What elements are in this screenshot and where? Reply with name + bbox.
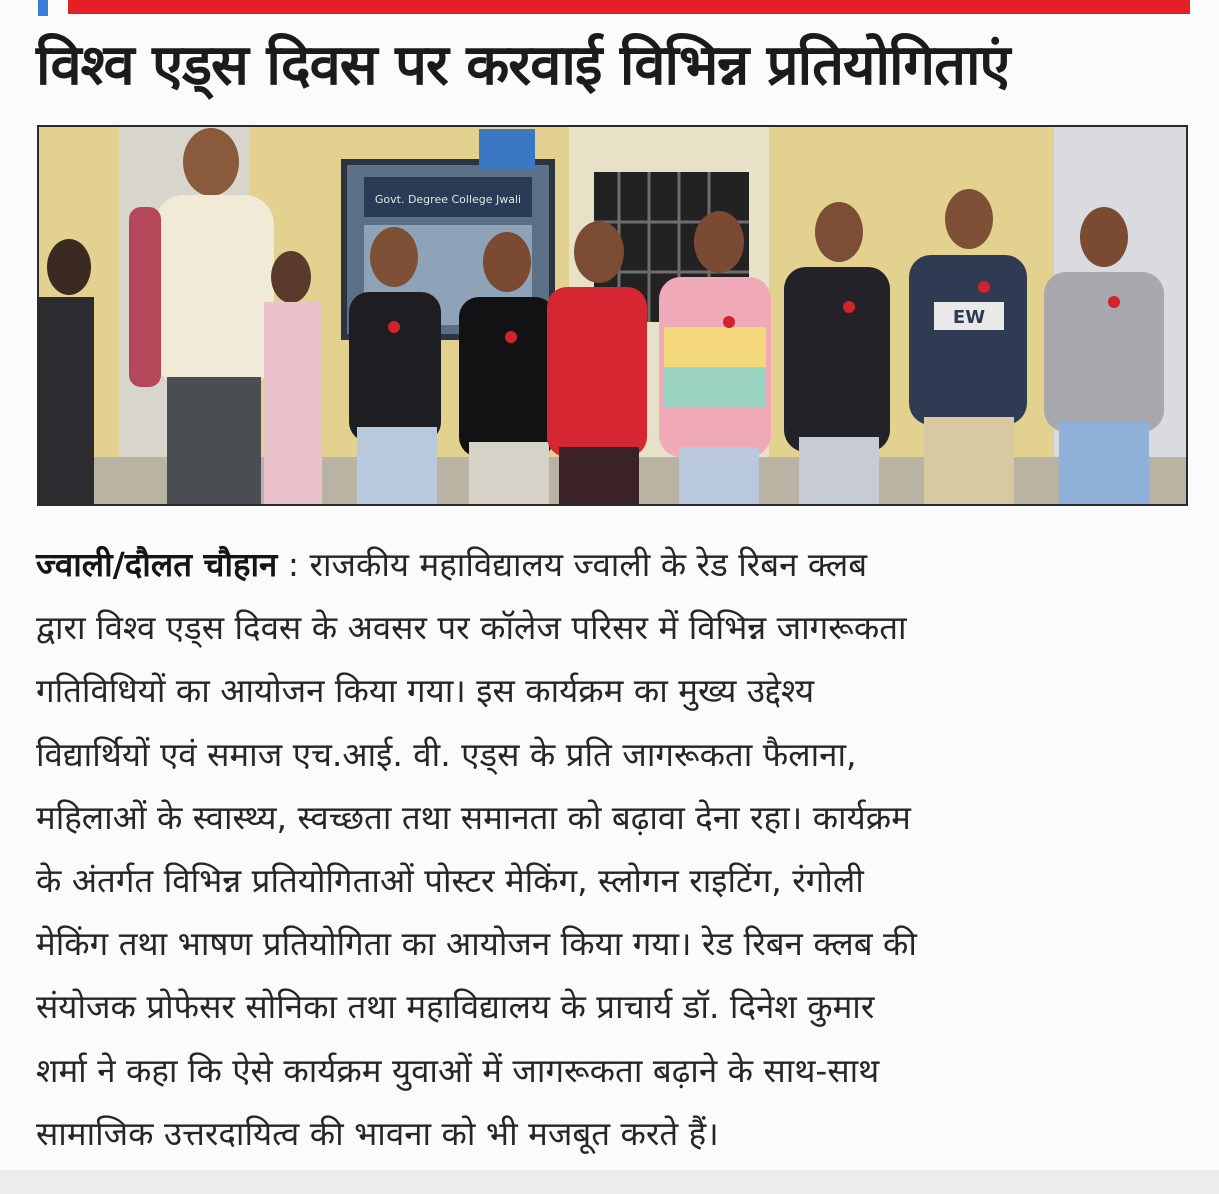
notice-board-text: Govt. Degree College Jwali — [374, 193, 522, 206]
red-header-bar — [68, 0, 1190, 14]
article-line: विद्यार्थियों एवं समाज एच.आई. वी. एड्स के प्रति जागरूकता फैलाना, — [36, 734, 857, 774]
article-first-line-text: : राजकीय महाविद्यालय ज्वाली के रेड रिबन क्लब — [277, 545, 868, 584]
article-line: शर्मा ने कहा कि ऐसे कार्यक्रम युवाओं में जागरूकता बढ़ाने के साथ-साथ — [36, 1050, 880, 1090]
article-line: महिलाओं के स्वास्थ्य, स्वच्छता तथा समानता को बढ़ावा देना रहा। कार्यक्रम — [36, 797, 911, 837]
article-line: संयोजक प्रोफेसर सोनिका तथा महाविद्यालय के प्राचार्य डॉ. दिनेश कुमार — [36, 987, 875, 1027]
sweater-text: EW — [952, 307, 986, 328]
article-line: द्वारा विश्व एड्स दिवस के अवसर पर कॉलेज परिसर में विभिन्न जागरूकता — [36, 608, 907, 648]
article-line — [36, 533, 1186, 596]
article-line: के अंतर्गत विभिन्न प्रतियोगिताओं पोस्टर मेकिंग, स्लोगन राइटिंग, रंगोली — [36, 860, 864, 900]
blue-poster — [479, 129, 535, 169]
blue-marker — [38, 0, 48, 16]
article-line: गतिविधियों का आयोजन किया गया। इस कार्यक्रम का मुख्य उद्देश्य — [36, 671, 815, 711]
bottom-strip — [0, 1170, 1219, 1194]
article-body — [36, 533, 1186, 1165]
article-line: मेकिंग तथा भाषण प्रतियोगिता का आयोजन किया गया। रेड रिबन क्लब की — [36, 924, 917, 964]
group-photo-illustration — [39, 127, 1186, 504]
news-photo — [37, 125, 1188, 506]
headline: विश्व एड्स दिवस पर करवाई विभिन्न प्रतियोगिताएं — [36, 33, 1010, 98]
byline: ज्वाली/दौलत चौहान — [36, 545, 278, 584]
article-line: सामाजिक उत्तरदायित्व की भावना को भी मजबूत करते हैं। — [36, 1113, 719, 1153]
